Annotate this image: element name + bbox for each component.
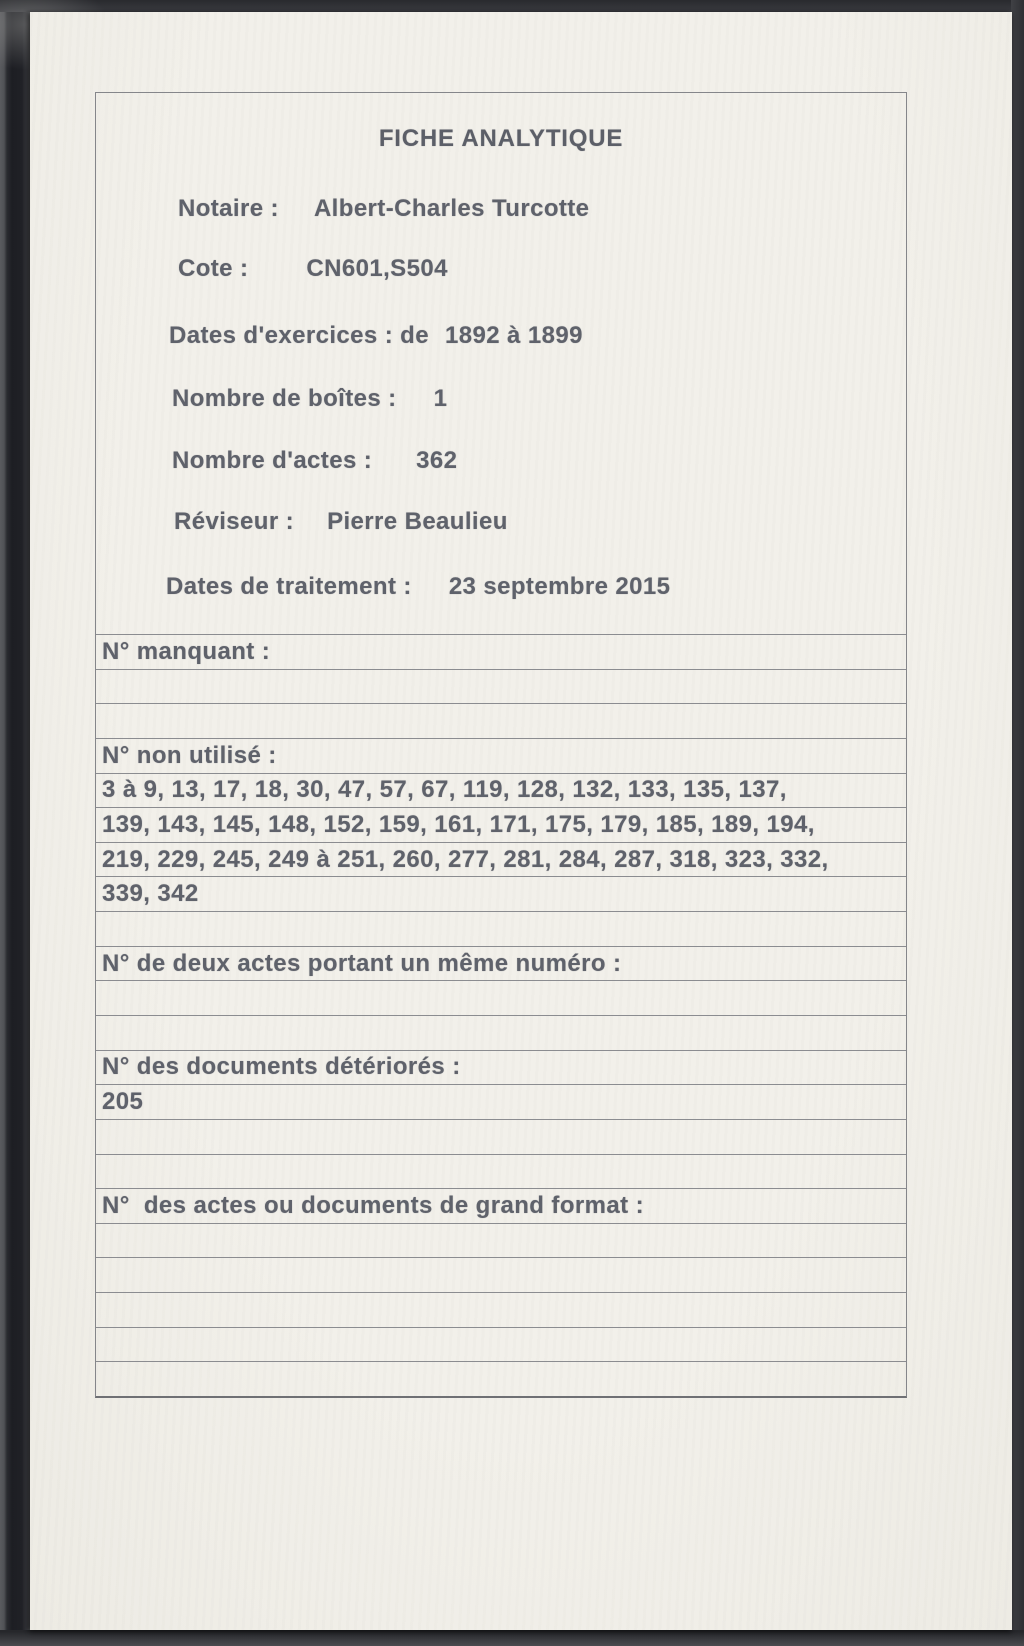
table-row-text: 219, 229, 245, 249 à 251, 260, 277, 281, 284, 287, 318, 323, 332, bbox=[102, 845, 829, 873]
field-row-nombre-boites bbox=[172, 384, 447, 414]
table-row-non-utilise-values bbox=[96, 876, 906, 911]
table-row-manquant-label bbox=[96, 634, 906, 669]
table-row bbox=[96, 1257, 906, 1292]
form-title: FICHE ANALYTIQUE bbox=[378, 125, 624, 152]
table-row-text: N° manquant : bbox=[102, 637, 271, 665]
table-row bbox=[96, 1223, 906, 1258]
scan-frame-left bbox=[0, 0, 30, 1646]
scan-frame-right bbox=[1011, 0, 1024, 1646]
table-row-text: 205 bbox=[102, 1088, 144, 1116]
field-row-dates-exercices bbox=[169, 321, 583, 351]
scan-frame-top bbox=[0, 0, 1024, 12]
field-value: Albert-Charles Turcotte bbox=[313, 195, 590, 222]
scan-frame-bottom bbox=[0, 1630, 1024, 1646]
table-row bbox=[96, 1119, 906, 1154]
table-row-deteriores-label bbox=[96, 1050, 906, 1085]
field-label: Notaire : bbox=[178, 195, 279, 222]
table-row-deux-actes-label bbox=[96, 946, 906, 981]
field-label: Dates d'exercices : de bbox=[169, 322, 429, 349]
table-row bbox=[96, 1327, 906, 1362]
table-row-text: N° non utilisé : bbox=[102, 741, 277, 769]
table-row-text: N° des actes ou documents de grand format : bbox=[102, 1191, 644, 1219]
table-row-non-utilise-values bbox=[96, 807, 906, 842]
field-row-cote bbox=[178, 254, 448, 284]
table-row bbox=[96, 1361, 906, 1396]
field-row-dates-traitement bbox=[166, 572, 670, 602]
table-row-text: 3 à 9, 13, 17, 18, 30, 47, 57, 67, 119, 128, 132, 133, 135, 137, bbox=[102, 776, 787, 804]
ruled-table bbox=[96, 634, 906, 1396]
table-row-text: N° des documents détériorés : bbox=[102, 1053, 461, 1081]
paper-sheet bbox=[30, 12, 1012, 1630]
table-row bbox=[96, 1292, 906, 1327]
table-row bbox=[96, 703, 906, 738]
table-row-deteriores-values bbox=[96, 1084, 906, 1119]
table-row-non-utilise-values bbox=[96, 842, 906, 877]
field-row-nombre-actes bbox=[172, 446, 457, 476]
table-row bbox=[96, 911, 906, 946]
field-value: CN601,S504 bbox=[306, 255, 448, 282]
table-row-non-utilise-label bbox=[96, 738, 906, 773]
field-label: Dates de traitement : bbox=[166, 573, 412, 600]
table-row-non-utilise-values bbox=[96, 773, 906, 808]
table-row bbox=[96, 980, 906, 1015]
field-row-reviseur bbox=[174, 507, 508, 537]
field-label: Réviseur : bbox=[174, 508, 295, 535]
table-row-text: N° de deux actes portant un même numéro : bbox=[102, 949, 622, 977]
field-row-notaire bbox=[178, 194, 589, 224]
table-row-text: 139, 143, 145, 148, 152, 159, 161, 171, 175, 179, 185, 189, 194, bbox=[102, 810, 815, 838]
table-row-grand-format-label bbox=[96, 1188, 906, 1223]
field-value: Pierre Beaulieu bbox=[327, 508, 508, 535]
table-row bbox=[96, 1154, 906, 1189]
table-row bbox=[96, 1015, 906, 1050]
field-value: 1 bbox=[433, 385, 448, 412]
field-value: 1892 à 1899 bbox=[444, 322, 583, 349]
field-label: Cote : bbox=[178, 255, 249, 282]
fiche-analytique-box bbox=[95, 92, 907, 1398]
form-header bbox=[96, 93, 906, 634]
table-row-text: 339, 342 bbox=[102, 880, 199, 908]
field-value: 362 bbox=[416, 447, 458, 474]
field-label: Nombre de boîtes : bbox=[172, 385, 397, 412]
field-value: 23 septembre 2015 bbox=[448, 573, 671, 600]
field-label: Nombre d'actes : bbox=[172, 447, 373, 474]
table-row bbox=[96, 669, 906, 704]
